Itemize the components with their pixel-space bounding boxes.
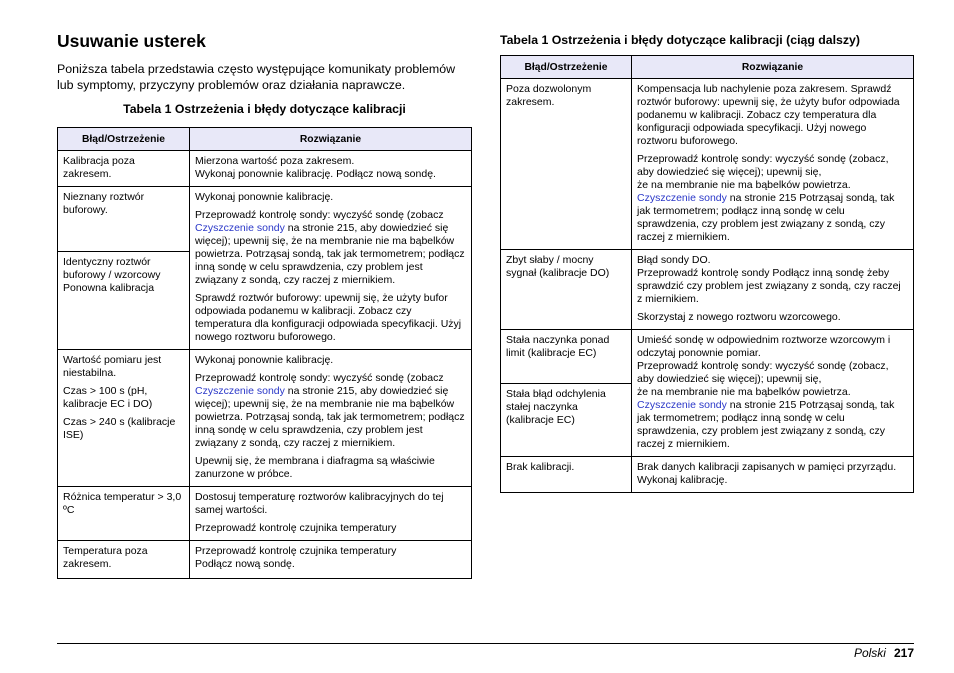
right-column (500, 30, 914, 493)
cross-reference-link[interactable]: Czyszczenie sondy (195, 222, 285, 234)
error-cell (501, 383, 632, 456)
error-cell (58, 187, 190, 252)
cell-paragraph: Różnica temperatur > 3,0 ºC (63, 491, 182, 516)
left-column (57, 30, 472, 579)
cross-reference-link[interactable]: Czyszczenie sondy (195, 385, 285, 397)
table-row (501, 330, 914, 384)
solution-cell (632, 79, 914, 250)
error-cell (58, 151, 190, 187)
cell-paragraph: Temperatura poza zakresem. (63, 545, 148, 570)
cell-paragraph: Umieść sondę w odpowiednim roztworze wzorcowym i odczytaj ponownie pomiar. Przeprowadź kontrolę sondy: wyczyść sondę (zobacz, aby dowiedzieć się więcej); upewnij się, że na membranie nie ma bąbelków powietrza. Czyszczenie sondy na stronie 215 Potrząsaj sondą, tak jak termometrem; podłącz inną sondę w celu sprawdzenia, czy problem jest związany z sondą, czy raczej z miernikiem. (637, 334, 895, 450)
error-cell (501, 79, 632, 250)
table-row (58, 350, 472, 487)
cell-paragraph: Brak danych kalibracji zapisanych w pamięci przyrządu. Wykonaj kalibrację. (637, 461, 897, 486)
footer-text (854, 646, 914, 660)
solution-cell (190, 151, 472, 187)
page-footer (57, 643, 914, 660)
cell-paragraph: Stała naczynka ponad limit (kalibracje EC) (506, 334, 610, 359)
solution-cell (632, 250, 914, 330)
error-cell (58, 350, 190, 487)
table-row (58, 187, 472, 252)
cell-paragraph: Kompensacja lub nachylenie poza zakresem. Sprawdź roztwór buforowy: upewnij się, że użyty bufor odpowiada podanemu w kalibracji. Zobacz czy temperatura dla konfiguracji odpowiada specyfikacji. Użyj nowego roztworu buforowego. (637, 83, 900, 147)
error-cell (58, 541, 190, 579)
cell-paragraph: Identyczny roztwór buforowy / wzorcowy Ponowna kalibracja (63, 256, 161, 295)
calibration-errors-table (57, 127, 472, 579)
table-row (501, 79, 914, 250)
cell-paragraph: Nieznany roztwór buforowy. (63, 191, 145, 216)
cell-paragraph: Czas > 240 s (kalibracje ISE) (63, 416, 176, 441)
cell-paragraph: Wykonaj ponownie kalibrację. (195, 354, 334, 366)
error-cell (501, 330, 632, 384)
calibration-errors-table-continued (500, 55, 914, 493)
cell-paragraph: Dostosuj temperaturę roztworów kalibracyjnych do tej samej wartości. (195, 491, 444, 516)
cell-paragraph: Sprawdź roztwór buforowy: upewnij się, że użyty bufor odpowiada podanemu w kalibracji. Zobacz czy temperatura dla konfiguracji odpowiada specyfikacji. Użyj nowego roztworu buforowego. (195, 292, 462, 343)
solution-cell (190, 350, 472, 487)
table-row (58, 151, 472, 187)
table-caption-right: Tabela 1 Ostrzeżenia i błędy dotyczące kalibracji (ciąg dalszy) (500, 33, 860, 47)
solution-cell (632, 330, 914, 457)
cell-paragraph: Przeprowadź kontrolę czujnika temperatury Podłącz nową sondę. (195, 545, 397, 570)
cell-paragraph: Przeprowadź kontrolę sondy: wyczyść sondę (zobacz Czyszczenie sondy na stronie 215, aby dowiedzieć się więcej); upewnij się, że na membranie nie ma bąbelków powietrza. Potrząsaj sondą, tak jak termometrem; podłącz inną sondę w celu sprawdzenia, czy problem jest związany z sondą, czy raczej z miernikiem. (195, 209, 465, 286)
cell-paragraph: Kalibracja poza zakresem. (63, 155, 135, 180)
cell-paragraph: Błąd sondy DO. Przeprowadź kontrolę sondy Podłącz inną sondę żeby sprawdzić czy problem jest związany z sondą, czy raczej z miernikiem. (637, 254, 901, 305)
cell-paragraph: Przeprowadź kontrolę czujnika temperatury (195, 522, 397, 534)
page-title: Usuwanie usterek (57, 31, 206, 51)
cell-paragraph: Zbyt słaby / mocny sygnał (kalibracje DO) (506, 254, 610, 279)
cell-paragraph: Wykonaj ponownie kalibrację. (195, 191, 334, 203)
header-solution: Rozwiązanie (632, 56, 914, 79)
error-cell (501, 250, 632, 330)
table-row (501, 250, 914, 330)
header-solution: Rozwiązanie (190, 128, 472, 151)
cell-paragraph: Przeprowadź kontrolę sondy: wyczyść sondę (zobacz Czyszczenie sondy na stronie 215, aby dowiedzieć się więcej); upewnij się, że na membranie nie ma bąbelków powietrza. Potrząsaj sondą, tak jak termometrem; podłącz inną sondę w celu sprawdzenia, czy problem jest związany z sondą, czy raczej z miernikiem. (195, 372, 465, 449)
solution-cell (632, 457, 914, 493)
footer-language: Polski (853, 646, 886, 660)
solution-cell (190, 187, 472, 350)
solution-cell (190, 487, 472, 541)
cell-paragraph: Wartość pomiaru jest niestabilna. (63, 354, 162, 379)
table-caption-left: Tabela 1 Ostrzeżenia i błędy dotyczące kalibracji (123, 102, 406, 116)
cell-paragraph: Czas > 100 s (pH, kalibracje EC i DO) (63, 385, 153, 410)
cell-paragraph: Brak kalibracji. (506, 461, 575, 473)
header-error: Błąd/Ostrzeżenie (501, 56, 632, 79)
error-cell (58, 252, 190, 350)
cell-paragraph: Stała błąd odchylenia stałej naczynka (kalibracje EC) (506, 387, 606, 426)
error-cell (501, 457, 632, 493)
cross-reference-link[interactable]: Czyszczenie sondy (637, 192, 727, 204)
page-number: 217 (893, 646, 914, 660)
cell-paragraph: Przeprowadź kontrolę sondy: wyczyść sondę (zobacz, aby dowiedzieć się więcej); upewnij się, że na membranie nie ma bąbelków powietrza. Czyszczenie sondy na stronie 215 Potrząsaj sondą, tak jak termometrem; podłącz inną sondę w celu sprawdzenia, czy problem jest związany z sondą, czy raczej z miernikiem. (637, 153, 895, 243)
cell-paragraph: Skorzystaj z nowego roztworu wzorcowego. (637, 311, 841, 323)
error-cell (58, 487, 190, 541)
table-row (58, 487, 472, 541)
solution-cell (190, 541, 472, 579)
table-row (58, 541, 472, 579)
header-error: Błąd/Ostrzeżenie (58, 128, 190, 151)
cell-paragraph: Upewnij się, że membrana i diafragma są właściwie zanurzone w próbce. (195, 455, 435, 480)
table-row (501, 457, 914, 493)
intro-paragraph: Poniższa tabela przedstawia często występujące komunikaty problemów lub symptomy, przyczyny problemów oraz działania naprawcze. (57, 62, 456, 92)
cross-reference-link[interactable]: Czyszczenie sondy (637, 399, 727, 411)
cell-paragraph: Mierzona wartość poza zakresem. Wykonaj ponownie kalibrację. Podłącz nową sondę. (195, 155, 436, 180)
cell-paragraph: Poza dozwolonym zakresem. (506, 83, 592, 108)
